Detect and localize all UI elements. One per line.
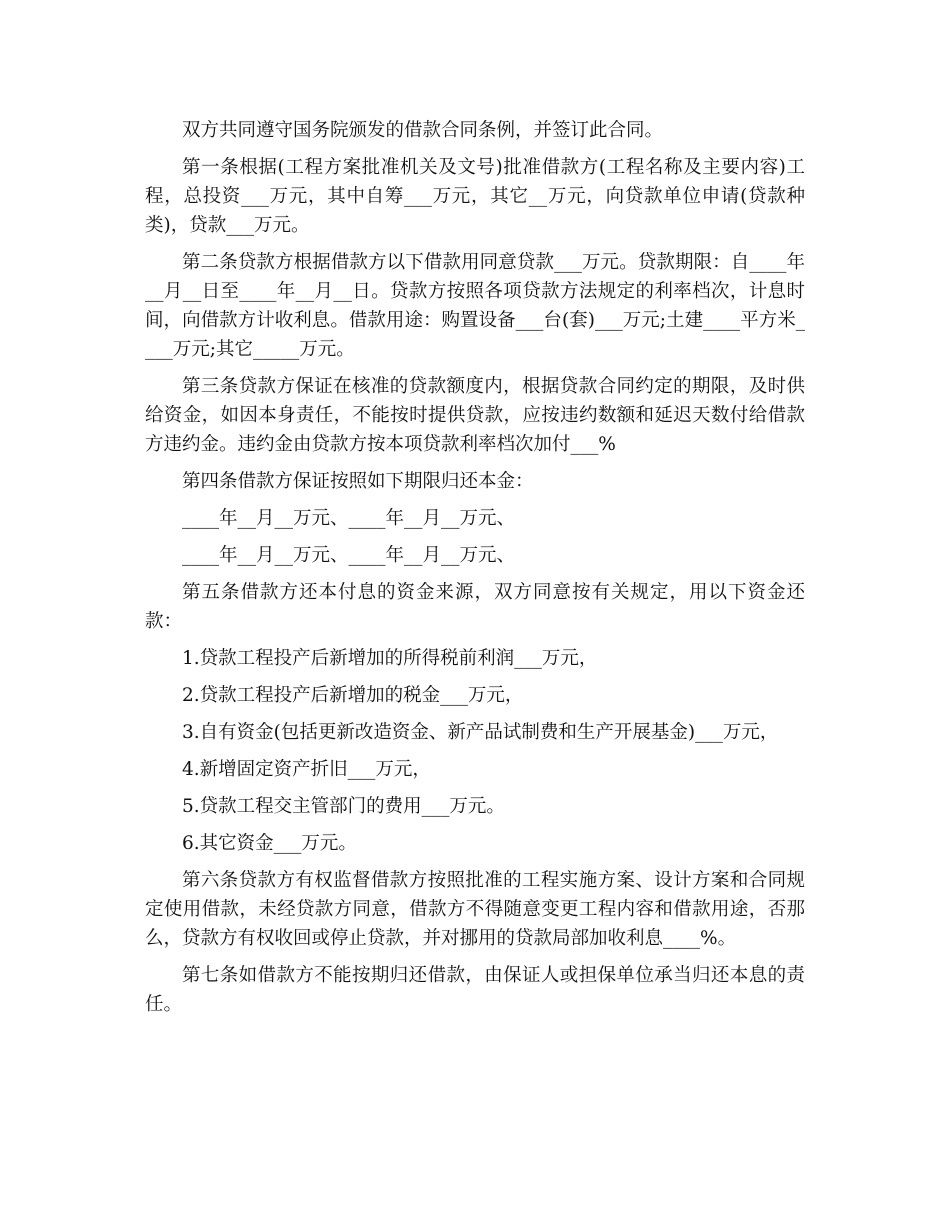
- paragraph-article-3: 第三条贷款方保证在核准的贷款额度内，根据贷款合同约定的期限，及时供给资金，如因本身责任，不能按时提供贷款，应按违约数额和延迟天数付给借款方违约金。违约金由贷款方按本项贷款利率档次加付___%: [145, 376, 805, 455]
- paragraph-article-5: 第五条借款方还本付息的资金来源，双方同意按有关规定，用以下资金还款：: [145, 582, 805, 632]
- paragraph-article-6: 第六条贷款方有权监督借款方按照批准的工程实施方案、设计方案和合同规定使用借款，未经贷款方同意，借款方不得随意变更工程内容和借款用途，否那么，贷款方有权收回或停止贷款，并对挪用的贷款局部加收利息____%。: [145, 870, 805, 949]
- repayment-schedule-line-2: ____年__月__万元、____年__月__万元、: [182, 545, 516, 566]
- fund-source-item-5: 5.贷款工程交主管部门的费用___万元。: [182, 796, 505, 817]
- paragraph-article-7: 第七条如借款方不能按期归还借款，由保证人或担保单位承当归还本息的责任。: [145, 965, 805, 1015]
- fund-source-item-1: 1.贷款工程投产后新增加的所得税前利润___万元，: [182, 648, 598, 669]
- paragraph-intro: 双方共同遵守国务院颁发的借款合同条例，并签订此合同。: [182, 120, 664, 141]
- fund-source-item-2: 2.贷款工程投产后新增加的税金___万元，: [182, 685, 524, 706]
- paragraph-article-4: 第四条借款方保证按照如下期限归还本金：: [182, 471, 534, 492]
- paragraph-article-1: 第一条根据(工程方案批准机关及文号)批准借款方(工程名称及主要内容)工程，总投资___万元，其中自筹___万元，其它__万元，向贷款单位申请(贷款种类)，贷款___万元。: [145, 157, 805, 236]
- fund-source-item-6: 6.其它资金___万元。: [182, 833, 357, 854]
- repayment-schedule-line-1: ____年__月__万元、____年__月__万元、: [182, 508, 516, 529]
- fund-source-item-3: 3.自有资金(包括更新改造资金、新产品试制费和生产开展基金)___万元，: [182, 722, 779, 743]
- paragraph-article-2: 第二条贷款方根据借款方以下借款用同意贷款___万元。贷款期限：自____年__月__日至____年__月__日。贷款方按照各项贷款方法规定的利率档次，计息时间，向借款方计收利息。借款用途：购置设备___台(套)___万元;土建____平方米____万元;其它_____万元。: [145, 252, 805, 360]
- document-body: [145, 116, 805, 1027]
- fund-source-item-4: 4.新增固定资产折旧___万元，: [182, 759, 431, 780]
